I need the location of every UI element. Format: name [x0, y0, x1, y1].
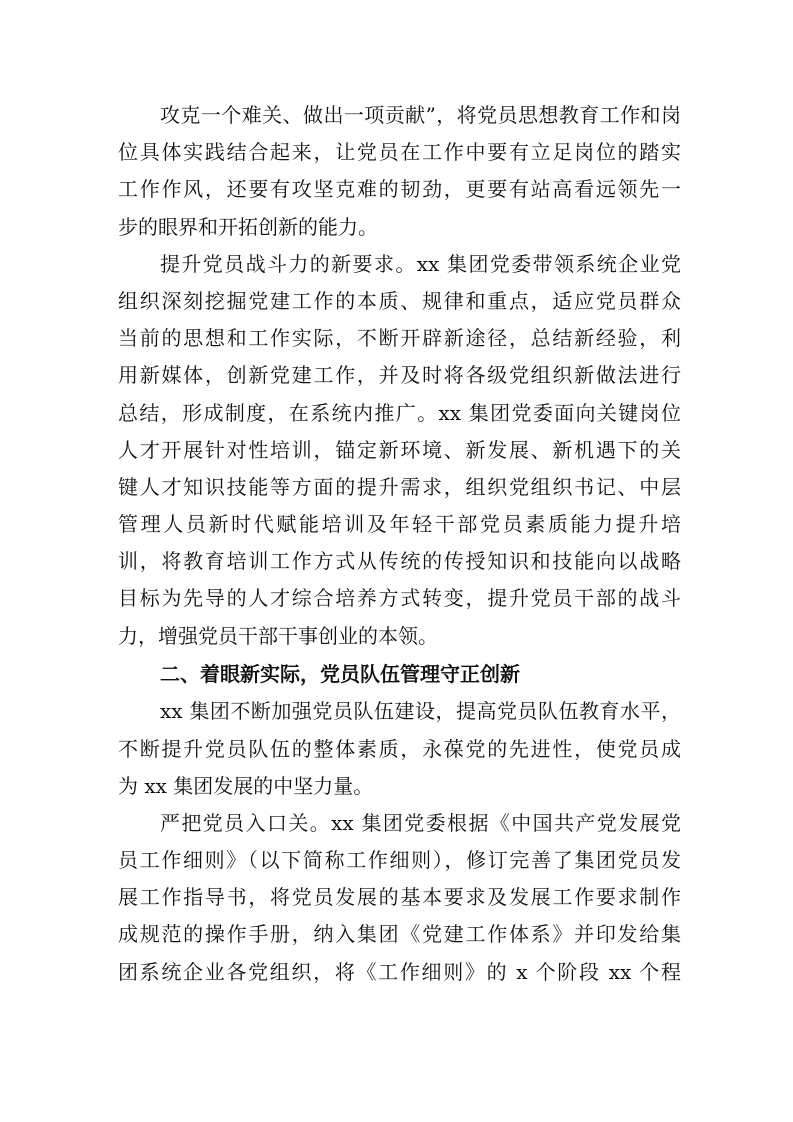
text-line: 展工作指导书，将党员发展的基本要求及发展工作要求制作	[118, 885, 681, 910]
text-line: 键人才知识技能等方面的提升需求，组织党组织书记、中层	[118, 474, 681, 499]
text-line: 目标为先导的人才综合培养方式转变，提升党员干部的战斗	[118, 586, 681, 611]
text-line: 管理人员新时代赋能培训及年轻干部党员素质能力提升培	[118, 512, 681, 537]
text-line: 力，增强党员干部干事创业的本领。	[118, 623, 438, 648]
text-line: 组织深刻挖掘党建工作的本质、规律和重点，适应党员群众	[118, 288, 681, 313]
text-line: 当前的思想和工作实际，不断开辟新途径，总结新经验，利	[118, 326, 681, 351]
text-line: 团系统企业各党组织，将《工作细则》的 x 个阶段 xx 个程	[118, 959, 681, 984]
text-line: 提升党员战斗力的新要求。xx 集团党委带领系统企业党	[160, 251, 681, 276]
text-line: xx 集团不断加强党员队伍建设，提高党员队伍教育水平，	[160, 699, 681, 724]
paragraph	[118, 246, 681, 655]
text-line: 用新媒体，创新党建工作，并及时将各级党组织新做法进行	[118, 363, 681, 388]
paragraph	[118, 805, 681, 991]
text-line: 工作作风，还要有攻坚克难的韧劲，更要有站高看远领先一	[118, 177, 681, 202]
text-line: 位具体实践结合起来，让党员在工作中要有立足岗位的踏实	[118, 140, 681, 165]
text-line: 不断提升党员队伍的整体素质，永葆党的先进性，使党员成	[118, 736, 681, 761]
text-line: 严把党员入口关。xx 集团党委根据《中国共产党发展党	[160, 810, 681, 835]
text-line: 员工作细则》（以下简称工作细则），修订完善了集团党员发	[118, 848, 681, 873]
text-line: 攻克一个难关、做出一项贡献”，将党员思想教育工作和岗	[160, 103, 681, 127]
text-line: 总结，形成制度，在系统内推广。xx 集团党委面向关键岗位	[118, 400, 681, 425]
text-line: 训，将教育培训工作方式从传统的传授知识和技能向以战略	[118, 549, 681, 574]
document-page	[118, 97, 681, 991]
text-line: 为 xx 集团发展的中坚力量。	[118, 773, 374, 798]
section-heading	[118, 655, 681, 694]
heading-text: 二、着眼新实际，党员队伍管理守正创新	[160, 661, 520, 686]
paragraph	[118, 97, 681, 246]
paragraph	[118, 693, 681, 805]
text-line: 步的眼界和开拓创新的能力。	[118, 214, 378, 239]
text-line: 人才开展针对性培训，锚定新环境、新发展、新机遇下的关	[118, 437, 681, 462]
text-line: 成规范的操作手册，纳入集团《党建工作体系》并印发给集	[118, 922, 681, 947]
